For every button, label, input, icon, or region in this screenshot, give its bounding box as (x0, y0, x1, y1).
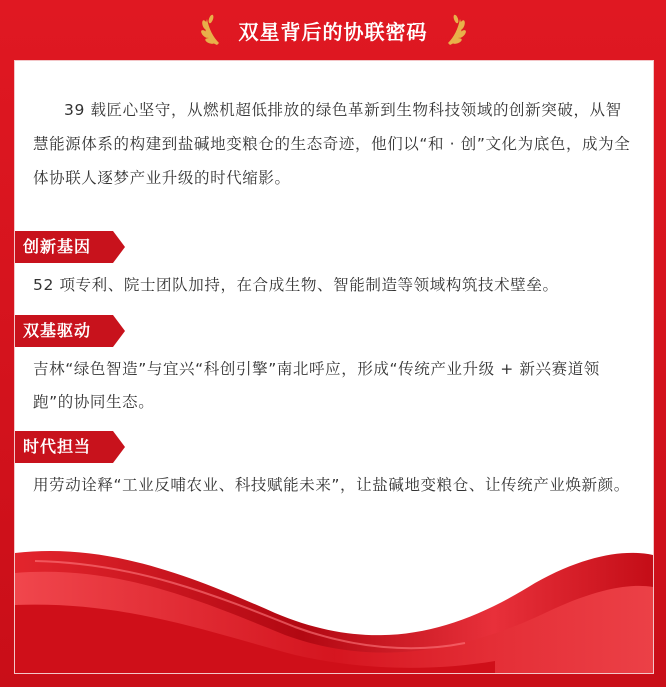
red-ribbon-decoration (15, 543, 653, 673)
section-tag-label: 创新基因 (23, 237, 92, 256)
header (0, 0, 666, 60)
section-text-2: 吉林“绿色智造”与宜兴“科创引擎”南北呼应，形成“传统产业升级 + 新兴赛道领跑”的协同生态。 (33, 360, 600, 411)
section-text-3: 用劳动诠释“工业反哺农业、科技赋能未来”，让盐碱地变粮仓、让传统产业焕新颜。 (33, 476, 630, 494)
section-tag-label: 时代担当 (23, 437, 92, 456)
page-title: 双星背后的协联密码 (238, 19, 428, 44)
laurel-left-icon (199, 13, 227, 47)
laurel-right-icon (440, 13, 468, 47)
content-panel (14, 60, 654, 674)
section-tag-1 (15, 231, 125, 263)
section-tag-2 (15, 315, 125, 347)
section-tag-3 (15, 431, 125, 463)
section-text-1: 52 项专利、院士团队加持，在合成生物、智能制造等领域构筑技术壁垒。 (33, 276, 559, 294)
intro-paragraph: 39 载匠心坚守，从燃机超低排放的绿色革新到生物科技领域的创新突破，从智慧能源体系的构建到盐碱地变粮仓的生态奇迹，他们以“和 · 创”文化为底色，成为全体协联人逐梦产业升级的时代缩影。 (33, 101, 631, 187)
section-tag-label: 双基驱动 (23, 321, 92, 340)
